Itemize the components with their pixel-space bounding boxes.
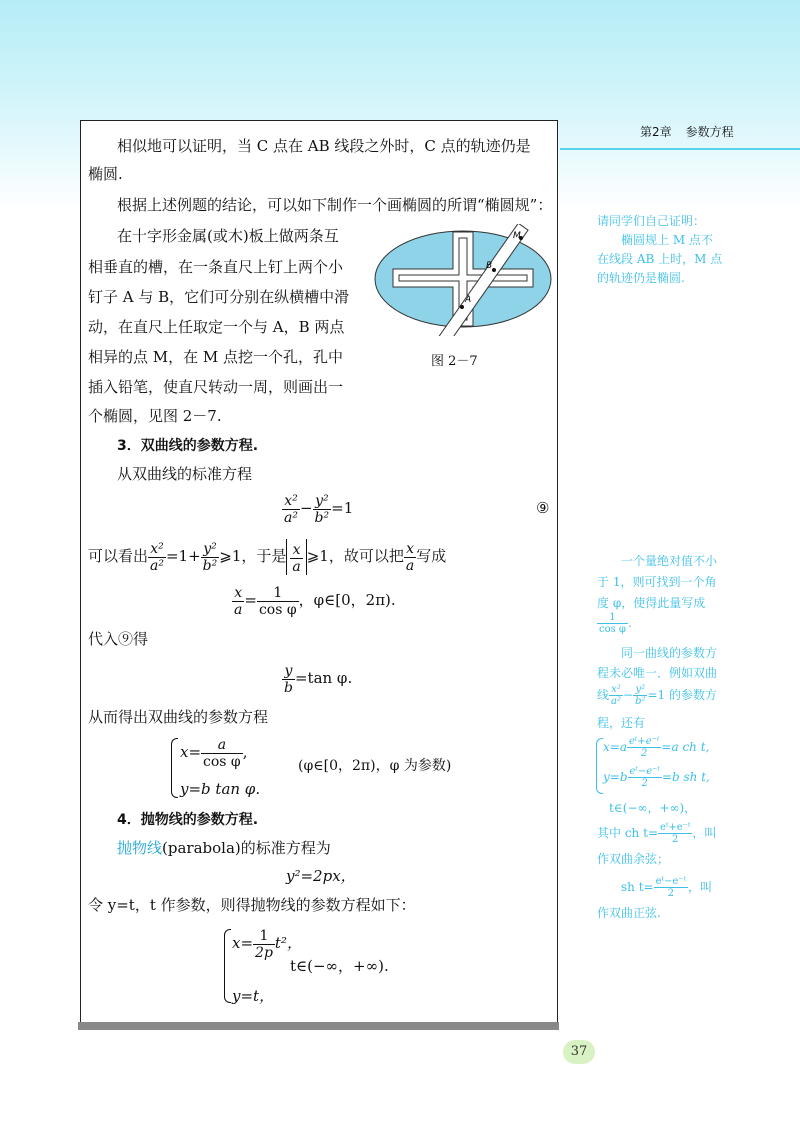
eq9-frac-y: $\frac{\text{y²}}{\text{b²}}$ [314,492,330,526]
chapter-number: 第2章 [640,125,672,139]
page-number: 37 [563,1040,595,1064]
chapter-header [640,123,734,140]
side-note2-frac: $\frac{1}{\text{cos φ}}$ . [599,612,632,635]
let-text: 令 y=t，t 作参数，则得抛物线的参数方程如下： [88,896,416,914]
parabola-term: 抛物线 [117,839,163,857]
side-ch-name: 作双曲余弦； [597,852,670,866]
main-box-bottom-bar [78,1022,559,1030]
line-seen: 可以看出 $\frac{\text{x²}}{\text{a²}}$ =1+ $\frac{\text{y²}}{\text{b²}}$ ⩾1，于是 $\frac{x}{a}$ ⩾1，故可以把 $\frac{x}{a}$ 写成 [88,540,447,575]
side-alt-y: y=b $\frac{\text{eᵗ−e⁻ᵗ}}{2}$ =b sh t, [603,766,710,789]
para2: 根据上述例题的结论，可以如下制作一个画椭圆的所谓“椭圆规”： [117,196,553,214]
hyperbola-brace [171,738,178,798]
side-note1-line4: 的轨迹仍是椭圆. [597,271,685,285]
para3-line6: 插入铅笔，使直尺转动一周，则画出一 [88,378,344,396]
para3-line5: 相异的点 M，在 M 点挖一个孔，孔中 [88,348,344,366]
side-alt-x: x=a $\frac{\text{eᵗ+e⁻ᵗ}}{2}$ =a ch t, [603,736,710,759]
side-note2-line2: 于 1，则可找到一个角 [597,575,717,589]
side-note1-line3: 在线段 AB 上时，M 点 [597,252,723,266]
side-sh-def: sh t= $\frac{\text{eᵗ−e⁻ᵗ}}{2}$ ，叫 [621,876,713,899]
substitute-text: 代入⑨得 [88,630,149,648]
para3-line4: 动，在直尺上任取定一个与 A，B 两点 [88,318,345,336]
side-alt-cond: t∈(−∞，+∞)， [609,801,697,815]
parabola-x-eq: x= $\frac{1}{2p}$ t²， [232,927,302,961]
chapter-title: 参数方程 [685,125,734,139]
hyperbola-condition: (φ∈[0，2π)，φ 为参数) [298,758,452,774]
ellipse-compass-figure [373,224,553,336]
parabola-brace [224,929,231,1003]
derive-text: 从而得出双曲线的参数方程 [88,708,269,726]
eq9-frac-x: $\frac{\text{x²}}{\text{a²}}$ [284,492,298,526]
hyperbola-x-eq: x= $\frac{a}{\text{cos φ}}$ , [180,736,248,770]
side-note2-line3: 度 φ，使得此量写成 [597,596,706,610]
side-note3-line4: 程，还有 [597,716,646,730]
figure-label-a: A [465,295,472,305]
parabola-y-eq: y=t， [232,987,275,1005]
figure-caption: 图 2－7 [431,354,478,369]
para1-line2: 椭圆. [88,165,123,183]
figure-label-b: B [486,261,493,271]
section4-heading: 4．抛物线的参数方程. [117,812,259,828]
equation-sec: $\frac{x}{a}$ = $\frac{1}{\text{cos φ}}$ ，φ∈[0，2π). [234,584,396,618]
side-note2-line1: 一个量绝对值不小 [621,554,718,568]
parabola-intro: 抛物线(parabola)的标准方程为 [117,839,331,857]
side-sh-name: 作双曲正弦. [597,906,661,920]
header-rule [560,148,800,150]
para1-line1: 相似地可以证明，当 C 点在 AB 线段之外时，C 点的轨迹仍是 [117,137,531,155]
side-note3-line3: 线 $\frac{\text{x²}}{\text{a²}}$ − $\frac{\text{y²}}{\text{b²}}$ =1 的参数方 [597,684,717,707]
equation-9: $\frac{\text{x²}}{\text{a²}}$ − $\frac{\text{y²}}{\text{b²}}$ =1 [284,492,354,526]
equation-number-9: ⑨ [536,499,550,517]
side-alt-brace [596,738,603,794]
side-note3-line2: 程未必唯一．例如双曲 [597,666,718,680]
side-note1-line2: 椭圆规上 M 点不 [621,233,713,247]
parabola-condition: t∈(−∞，+∞). [290,957,389,975]
para3-line7: 个椭圆，见图 2－7. [88,407,222,425]
para3-line2: 相垂直的槽，在一条直尺上钉上两个小 [88,258,344,276]
parabola-equation: y²=2px， [286,867,356,885]
para3-line3: 钉子 A 与 B，它们可分别在纵横槽中滑 [88,288,350,306]
hyperbola-y-eq: y=b tan φ. [180,780,261,798]
section3-heading: 3．双曲线的参数方程. [117,438,259,454]
equation-tan: $\frac{y}{b}$ =tan φ. [284,662,353,696]
figure-label-m: M [513,231,521,241]
para3-line1: 在十字形金属(或木)板上做两条互 [117,227,339,245]
side-note3-line1: 同一曲线的参数方 [621,646,718,660]
side-ch-def: 其中 ch t= $\frac{\text{eᵗ+e⁻ᵗ}}{2}$ ，叫 [597,822,717,845]
side-note1-line1: 请同学们自己证明： [597,214,706,228]
section3-intro: 从双曲线的标准方程 [117,465,253,483]
